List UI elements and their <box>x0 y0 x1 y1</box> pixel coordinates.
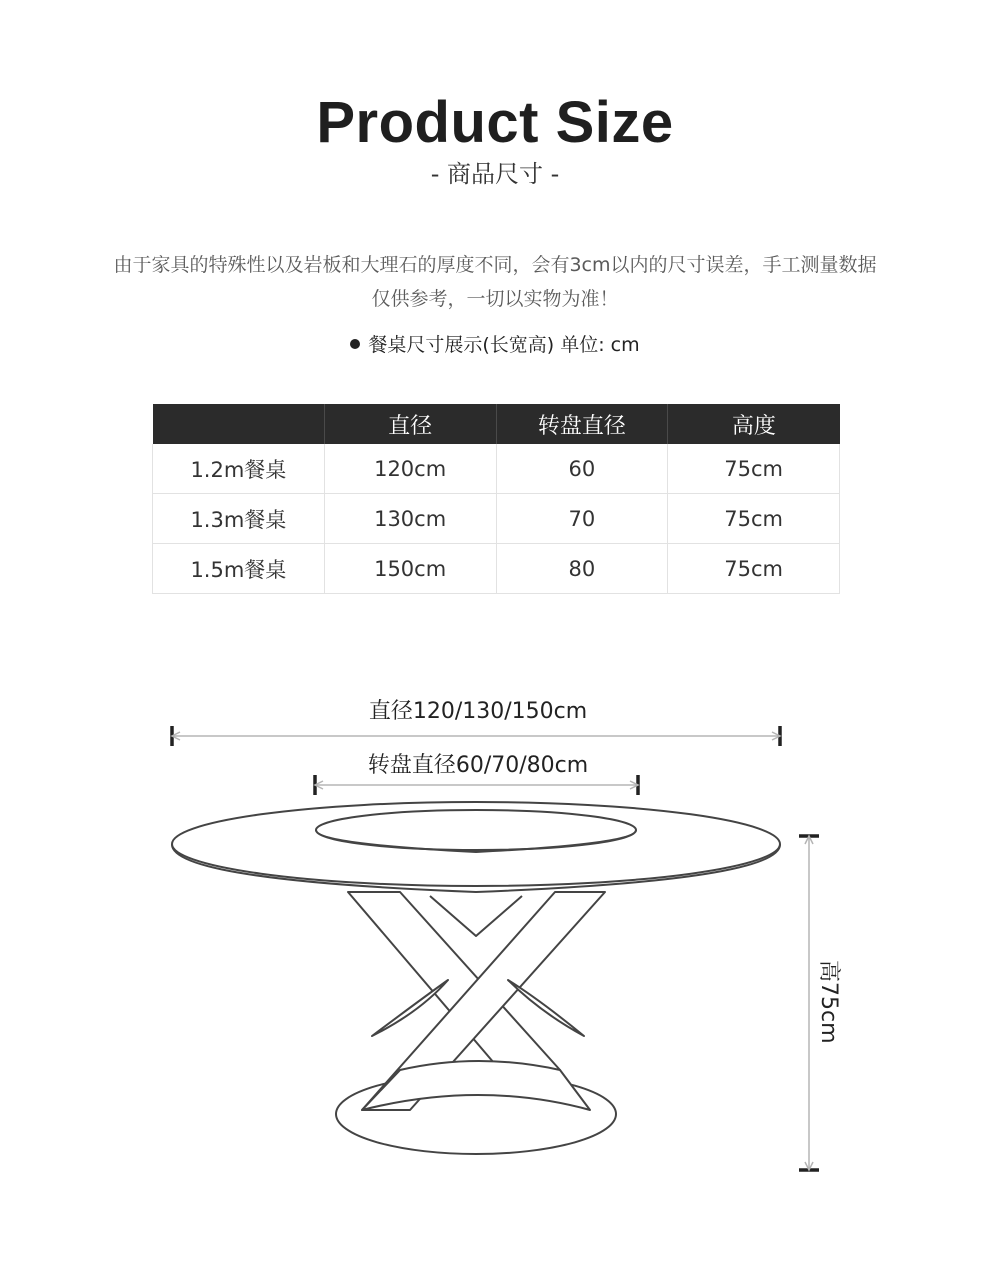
table-header-row <box>153 404 840 444</box>
tolerance-note <box>60 248 930 316</box>
dining-table-drawing <box>172 802 780 1154</box>
tolerance-note-line-1: 由于家具的特殊性以及岩板和大理石的厚度不同，会有3cm以内的尺寸误差，手工测量数据 <box>113 254 877 276</box>
cell-turntable: 80 <box>496 544 668 594</box>
height-dimension <box>799 836 841 1170</box>
table-caption-text: 餐桌尺寸展示(长宽高) 单位: cm <box>368 334 640 356</box>
cell-model: 1.3m餐桌 <box>153 494 325 544</box>
bullet-icon <box>350 339 360 349</box>
table-caption <box>0 330 990 360</box>
cell-model: 1.2m餐桌 <box>153 444 325 494</box>
cell-height: 75cm <box>668 544 840 594</box>
leg-cross-top <box>430 896 522 936</box>
height-label: 高75cm <box>816 960 841 1044</box>
cell-diameter: 150cm <box>324 544 496 594</box>
diameter-label: 直径120/130/150cm <box>368 699 588 724</box>
page-title: Product Size <box>316 90 674 155</box>
header-cell-model <box>153 404 325 444</box>
table-row <box>153 444 840 494</box>
table-row <box>153 494 840 544</box>
cell-diameter: 130cm <box>324 494 496 544</box>
turntable-dimension <box>315 753 638 795</box>
header-cell-height: 高度 <box>668 404 840 444</box>
size-table <box>152 404 840 594</box>
header-cell-turntable: 转盘直径 <box>496 404 668 444</box>
cell-turntable: 70 <box>496 494 668 544</box>
turntable-label: 转盘直径60/70/80cm <box>367 753 589 778</box>
cell-height: 75cm <box>668 444 840 494</box>
page-subtitle: - 商品尺寸 - <box>430 160 560 188</box>
cell-diameter: 120cm <box>324 444 496 494</box>
diameter-dimension <box>172 699 780 746</box>
cell-turntable: 60 <box>496 444 668 494</box>
cell-height: 75cm <box>668 494 840 544</box>
cell-model: 1.5m餐桌 <box>153 544 325 594</box>
header-cell-diameter: 直径 <box>324 404 496 444</box>
tolerance-note-line-2: 仅供参考，一切以实物为准！ <box>371 288 619 310</box>
table-row <box>153 544 840 594</box>
table-dimension-diagram <box>0 640 990 1200</box>
